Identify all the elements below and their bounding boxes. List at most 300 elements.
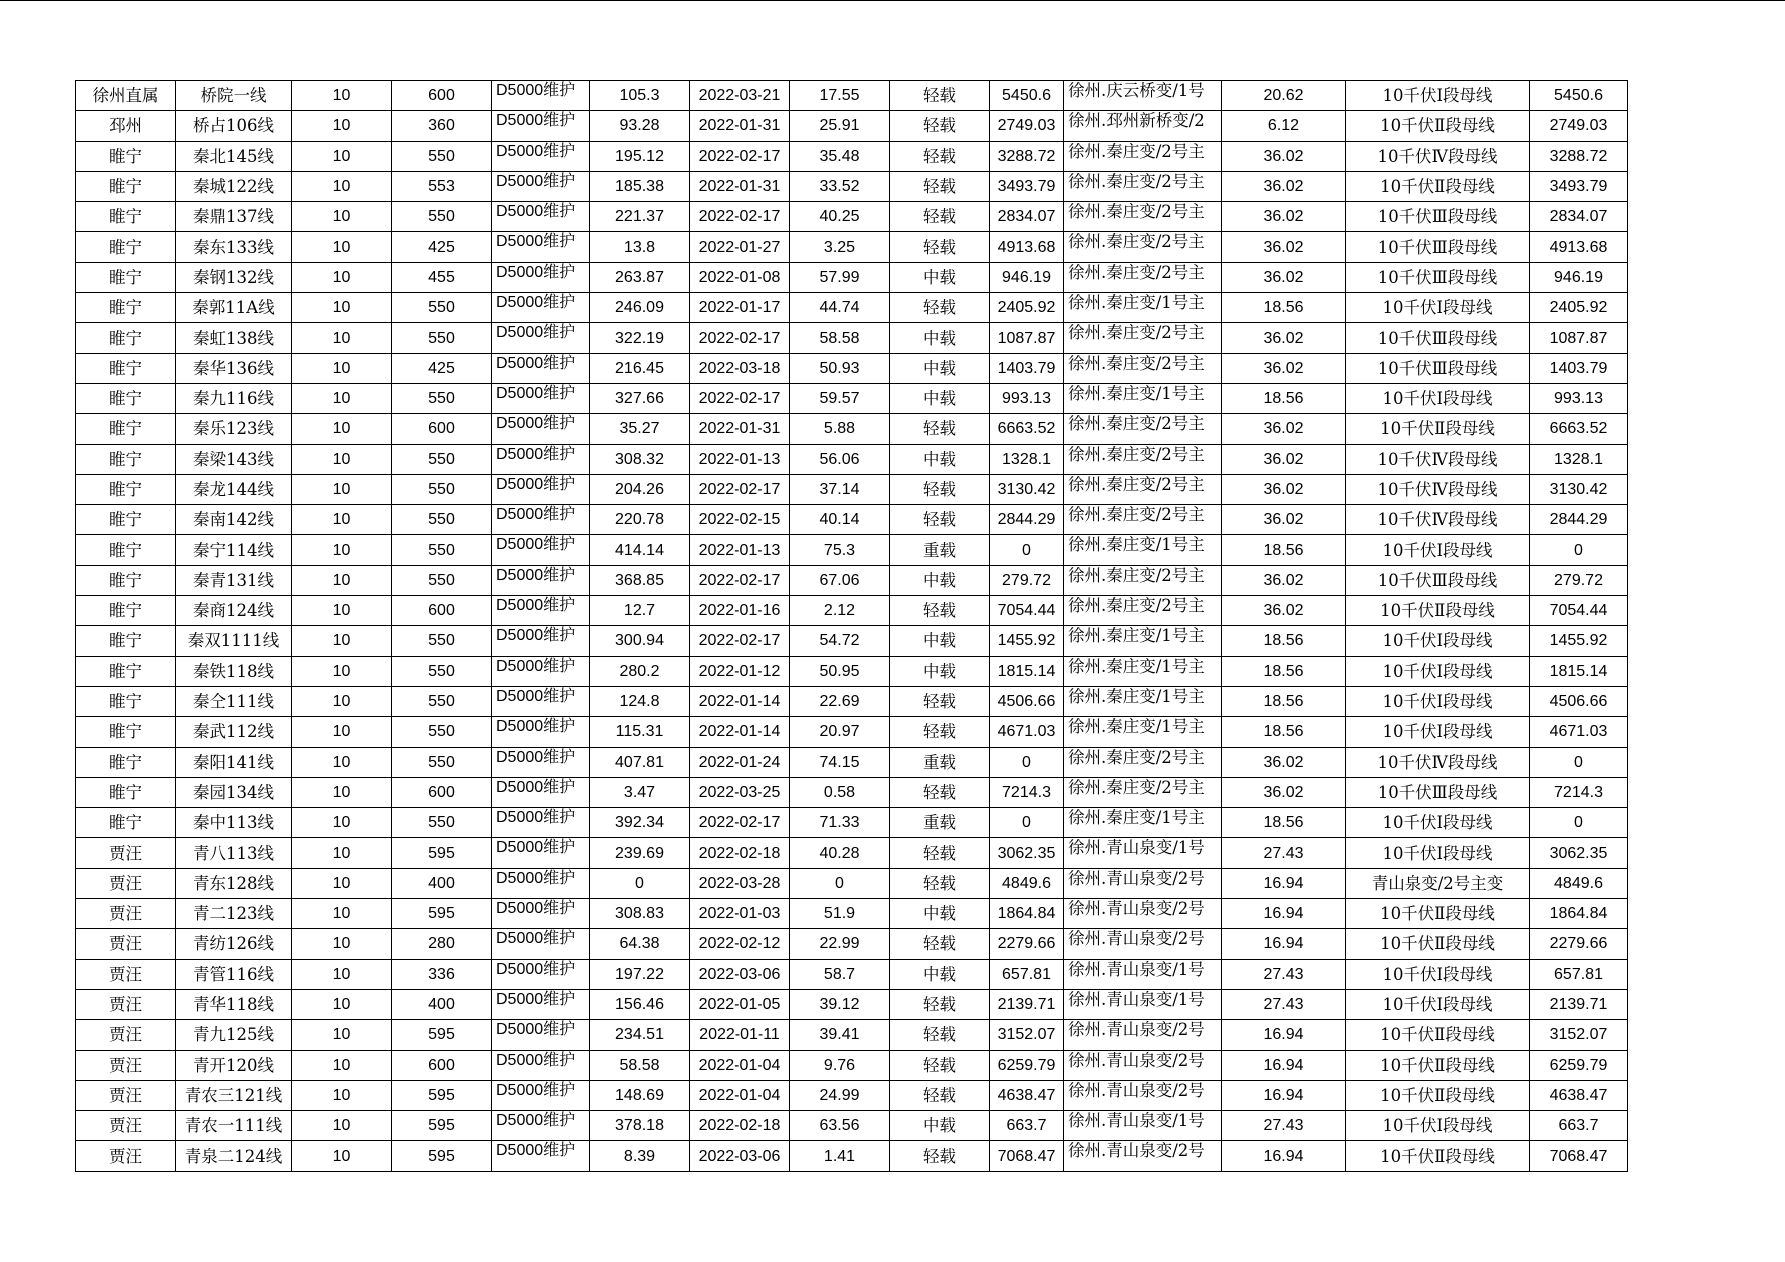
remaining-capacity-cell: 2279.66: [990, 929, 1064, 959]
region-cell: 睢宁: [76, 474, 176, 504]
table-row: [76, 293, 1628, 323]
line-name-cell: 秦郭11A线: [176, 293, 292, 323]
available-capacity-cell: 1815.14: [1530, 656, 1628, 686]
bus-section-cell: 10千伏Ⅲ段母线: [1346, 565, 1530, 595]
load-current-cell: 204.26: [590, 474, 690, 504]
transformer-rate-cell: 20.62: [1222, 81, 1346, 111]
load-current-cell: 3.47: [590, 777, 690, 807]
load-rate-cell: 9.76: [790, 1050, 890, 1080]
bus-section-cell: 10千伏Ⅲ段母线: [1346, 232, 1530, 262]
substation-cell: 徐州.庆云桥变/1号: [1064, 81, 1222, 111]
load-rate-cell: 71.33: [790, 808, 890, 838]
available-capacity-cell: 3152.07: [1530, 1020, 1628, 1050]
date-cell: 2022-01-12: [690, 656, 790, 686]
substation-cell: 徐州.青山泉变/2号: [1064, 1080, 1222, 1110]
load-rate-cell: 40.28: [790, 838, 890, 868]
date-cell: 2022-01-27: [690, 232, 790, 262]
date-cell: 2022-03-21: [690, 81, 790, 111]
date-cell: 2022-02-18: [690, 1111, 790, 1141]
rated-capacity-cell: 600: [392, 596, 492, 626]
load-level-cell: 轻载: [890, 1020, 990, 1050]
bus-section-cell: 10千伏Ⅲ段母线: [1346, 777, 1530, 807]
table-row: [76, 747, 1628, 777]
rated-capacity-cell: 280: [392, 929, 492, 959]
remaining-capacity-cell: 2749.03: [990, 111, 1064, 141]
transformer-rate-cell: 36.02: [1222, 777, 1346, 807]
remaining-capacity-cell: 4913.68: [990, 232, 1064, 262]
bus-section-cell: 10千伏Ⅰ段母线: [1346, 383, 1530, 413]
remaining-capacity-cell: 4638.47: [990, 1080, 1064, 1110]
available-capacity-cell: 2405.92: [1530, 293, 1628, 323]
transformer-rate-cell: 16.94: [1222, 899, 1346, 929]
voltage-cell: 10: [292, 535, 392, 565]
voltage-cell: 10: [292, 353, 392, 383]
load-rate-cell: 54.72: [790, 626, 890, 656]
voltage-cell: 10: [292, 596, 392, 626]
available-capacity-cell: 5450.6: [1530, 81, 1628, 111]
remaining-capacity-cell: 7068.47: [990, 1141, 1064, 1171]
table-row: [76, 474, 1628, 504]
load-current-cell: 414.14: [590, 535, 690, 565]
rated-capacity-cell: 550: [392, 474, 492, 504]
substation-cell: 徐州.秦庄变/2号主: [1064, 414, 1222, 444]
line-name-cell: 秦九116线: [176, 383, 292, 413]
voltage-cell: 10: [292, 262, 392, 292]
date-cell: 2022-01-14: [690, 717, 790, 747]
transformer-rate-cell: 36.02: [1222, 565, 1346, 595]
line-name-cell: 青泉二124线: [176, 1141, 292, 1171]
bus-section-cell: 10千伏Ⅳ段母线: [1346, 747, 1530, 777]
load-current-cell: 239.69: [590, 838, 690, 868]
remaining-capacity-cell: 663.7: [990, 1111, 1064, 1141]
remaining-capacity-cell: 657.81: [990, 959, 1064, 989]
rated-capacity-cell: 550: [392, 656, 492, 686]
data-source-cell: D5000维护: [492, 444, 590, 474]
date-cell: 2022-02-15: [690, 505, 790, 535]
transformer-rate-cell: 18.56: [1222, 656, 1346, 686]
data-source-cell: D5000维护: [492, 474, 590, 504]
rated-capacity-cell: 600: [392, 777, 492, 807]
remaining-capacity-cell: 1328.1: [990, 444, 1064, 474]
transformer-rate-cell: 36.02: [1222, 171, 1346, 201]
region-cell: 贾汪: [76, 1080, 176, 1110]
table-row: [76, 808, 1628, 838]
transformer-rate-cell: 36.02: [1222, 141, 1346, 171]
voltage-cell: 10: [292, 929, 392, 959]
available-capacity-cell: 7214.3: [1530, 777, 1628, 807]
remaining-capacity-cell: 0: [990, 535, 1064, 565]
load-rate-cell: 67.06: [790, 565, 890, 595]
voltage-cell: 10: [292, 1050, 392, 1080]
load-current-cell: 300.94: [590, 626, 690, 656]
available-capacity-cell: 1328.1: [1530, 444, 1628, 474]
load-rate-cell: 37.14: [790, 474, 890, 504]
data-source-cell: D5000维护: [492, 111, 590, 141]
region-cell: 睢宁: [76, 444, 176, 474]
available-capacity-cell: 0: [1530, 535, 1628, 565]
data-source-cell: D5000维护: [492, 1050, 590, 1080]
bus-section-cell: 10千伏Ⅲ段母线: [1346, 202, 1530, 232]
load-level-cell: 轻载: [890, 505, 990, 535]
remaining-capacity-cell: 7054.44: [990, 596, 1064, 626]
load-rate-cell: 50.95: [790, 656, 890, 686]
region-cell: 徐州直属: [76, 81, 176, 111]
load-rate-cell: 2.12: [790, 596, 890, 626]
line-name-cell: 秦钢132线: [176, 262, 292, 292]
load-current-cell: 195.12: [590, 141, 690, 171]
rated-capacity-cell: 550: [392, 202, 492, 232]
load-rate-cell: 39.41: [790, 1020, 890, 1050]
rated-capacity-cell: 553: [392, 171, 492, 201]
date-cell: 2022-01-17: [690, 293, 790, 323]
date-cell: 2022-01-04: [690, 1050, 790, 1080]
available-capacity-cell: 2834.07: [1530, 202, 1628, 232]
bus-section-cell: 10千伏Ⅰ段母线: [1346, 838, 1530, 868]
line-name-cell: 青纺126线: [176, 929, 292, 959]
table-row: [76, 81, 1628, 111]
load-rate-cell: 40.25: [790, 202, 890, 232]
substation-cell: 徐州.秦庄变/2号主: [1064, 777, 1222, 807]
remaining-capacity-cell: 1087.87: [990, 323, 1064, 353]
transformer-rate-cell: 36.02: [1222, 414, 1346, 444]
voltage-cell: 10: [292, 777, 392, 807]
bus-section-cell: 10千伏Ⅱ段母线: [1346, 1141, 1530, 1171]
substation-cell: 徐州.秦庄变/2号主: [1064, 444, 1222, 474]
region-cell: 睢宁: [76, 323, 176, 353]
transformer-rate-cell: 18.56: [1222, 626, 1346, 656]
substation-cell: 徐州.秦庄变/2号主: [1064, 323, 1222, 353]
load-current-cell: 12.7: [590, 596, 690, 626]
rated-capacity-cell: 550: [392, 808, 492, 838]
line-name-cell: 青东128线: [176, 868, 292, 898]
transformer-rate-cell: 16.94: [1222, 1050, 1346, 1080]
bus-section-cell: 10千伏Ⅱ段母线: [1346, 596, 1530, 626]
region-cell: 贾汪: [76, 1020, 176, 1050]
load-level-cell: 轻载: [890, 929, 990, 959]
region-cell: 贾汪: [76, 1111, 176, 1141]
date-cell: 2022-01-03: [690, 899, 790, 929]
bus-section-cell: 10千伏Ⅳ段母线: [1346, 474, 1530, 504]
data-source-cell: D5000维护: [492, 141, 590, 171]
available-capacity-cell: 3130.42: [1530, 474, 1628, 504]
line-name-cell: 秦阳141线: [176, 747, 292, 777]
line-name-cell: 秦铁118线: [176, 656, 292, 686]
load-current-cell: 105.3: [590, 81, 690, 111]
rated-capacity-cell: 400: [392, 989, 492, 1019]
line-name-cell: 青农一111线: [176, 1111, 292, 1141]
data-source-cell: D5000维护: [492, 171, 590, 201]
load-current-cell: 35.27: [590, 414, 690, 444]
available-capacity-cell: 1403.79: [1530, 353, 1628, 383]
load-current-cell: 216.45: [590, 353, 690, 383]
date-cell: 2022-03-28: [690, 868, 790, 898]
remaining-capacity-cell: 0: [990, 747, 1064, 777]
available-capacity-cell: 4638.47: [1530, 1080, 1628, 1110]
transformer-rate-cell: 18.56: [1222, 808, 1346, 838]
load-level-cell: 中载: [890, 444, 990, 474]
table-row: [76, 1141, 1628, 1171]
rated-capacity-cell: 595: [392, 1141, 492, 1171]
date-cell: 2022-01-04: [690, 1080, 790, 1110]
load-level-cell: 中载: [890, 656, 990, 686]
region-cell: 睢宁: [76, 535, 176, 565]
remaining-capacity-cell: 2139.71: [990, 989, 1064, 1019]
load-rate-cell: 75.3: [790, 535, 890, 565]
load-level-cell: 重载: [890, 747, 990, 777]
data-source-cell: D5000维护: [492, 202, 590, 232]
bus-section-cell: 10千伏Ⅰ段母线: [1346, 656, 1530, 686]
substation-cell: 徐州.秦庄变/2号主: [1064, 747, 1222, 777]
transformer-rate-cell: 18.56: [1222, 717, 1346, 747]
table-row: [76, 596, 1628, 626]
available-capacity-cell: 1087.87: [1530, 323, 1628, 353]
region-cell: 睢宁: [76, 717, 176, 747]
transformer-rate-cell: 36.02: [1222, 747, 1346, 777]
data-source-cell: D5000维护: [492, 959, 590, 989]
voltage-cell: 10: [292, 444, 392, 474]
available-capacity-cell: 6663.52: [1530, 414, 1628, 444]
available-capacity-cell: 1455.92: [1530, 626, 1628, 656]
rated-capacity-cell: 425: [392, 353, 492, 383]
load-level-cell: 轻载: [890, 989, 990, 1019]
line-name-cell: 青二123线: [176, 899, 292, 929]
remaining-capacity-cell: 1864.84: [990, 899, 1064, 929]
substation-cell: 徐州.秦庄变/1号主: [1064, 686, 1222, 716]
rated-capacity-cell: 550: [392, 323, 492, 353]
load-current-cell: 308.32: [590, 444, 690, 474]
date-cell: 2022-01-13: [690, 535, 790, 565]
substation-cell: 徐州.青山泉变/1号: [1064, 838, 1222, 868]
table-row: [76, 111, 1628, 141]
line-name-cell: 秦双1111线: [176, 626, 292, 656]
remaining-capacity-cell: 3062.35: [990, 838, 1064, 868]
line-name-cell: 秦乐123线: [176, 414, 292, 444]
load-rate-cell: 24.99: [790, 1080, 890, 1110]
load-rate-cell: 57.99: [790, 262, 890, 292]
region-cell: 贾汪: [76, 989, 176, 1019]
substation-cell: 徐州.秦庄变/2号主: [1064, 202, 1222, 232]
data-source-cell: D5000维护: [492, 596, 590, 626]
region-cell: 睢宁: [76, 353, 176, 383]
rated-capacity-cell: 455: [392, 262, 492, 292]
date-cell: 2022-02-12: [690, 929, 790, 959]
load-current-cell: 93.28: [590, 111, 690, 141]
transformer-rate-cell: 27.43: [1222, 838, 1346, 868]
substation-cell: 徐州.秦庄变/2号主: [1064, 232, 1222, 262]
voltage-cell: 10: [292, 232, 392, 262]
load-level-cell: 轻载: [890, 81, 990, 111]
bus-section-cell: 10千伏Ⅱ段母线: [1346, 414, 1530, 444]
top-border-line: [0, 0, 1785, 1]
substation-cell: 徐州.青山泉变/2号: [1064, 1141, 1222, 1171]
substation-cell: 徐州.青山泉变/2号: [1064, 1050, 1222, 1080]
load-level-cell: 轻载: [890, 202, 990, 232]
rated-capacity-cell: 550: [392, 444, 492, 474]
line-name-cell: 青管116线: [176, 959, 292, 989]
region-cell: 睢宁: [76, 414, 176, 444]
transformer-rate-cell: 36.02: [1222, 323, 1346, 353]
date-cell: 2022-03-25: [690, 777, 790, 807]
line-name-cell: 秦龙144线: [176, 474, 292, 504]
load-level-cell: 中载: [890, 353, 990, 383]
bus-section-cell: 10千伏Ⅳ段母线: [1346, 141, 1530, 171]
available-capacity-cell: 3288.72: [1530, 141, 1628, 171]
transformer-rate-cell: 36.02: [1222, 596, 1346, 626]
substation-cell: 徐州.秦庄变/1号主: [1064, 383, 1222, 413]
load-current-cell: 58.58: [590, 1050, 690, 1080]
load-level-cell: 轻载: [890, 596, 990, 626]
substation-cell: 徐州.青山泉变/1号: [1064, 959, 1222, 989]
load-level-cell: 轻载: [890, 232, 990, 262]
load-rate-cell: 63.56: [790, 1111, 890, 1141]
substation-cell: 徐州.青山泉变/2号: [1064, 868, 1222, 898]
transformer-rate-cell: 16.94: [1222, 868, 1346, 898]
bus-section-cell: 10千伏Ⅱ段母线: [1346, 899, 1530, 929]
load-level-cell: 轻载: [890, 777, 990, 807]
available-capacity-cell: 993.13: [1530, 383, 1628, 413]
table-row: [76, 1111, 1628, 1141]
rated-capacity-cell: 595: [392, 1080, 492, 1110]
available-capacity-cell: 2279.66: [1530, 929, 1628, 959]
rated-capacity-cell: 600: [392, 81, 492, 111]
available-capacity-cell: 4671.03: [1530, 717, 1628, 747]
load-rate-cell: 0: [790, 868, 890, 898]
substation-cell: 徐州.青山泉变/2号: [1064, 899, 1222, 929]
rated-capacity-cell: 550: [392, 535, 492, 565]
rated-capacity-cell: 550: [392, 626, 492, 656]
load-current-cell: 407.81: [590, 747, 690, 777]
region-cell: 贾汪: [76, 959, 176, 989]
region-cell: 睢宁: [76, 293, 176, 323]
line-name-cell: 秦宁114线: [176, 535, 292, 565]
data-source-cell: D5000维护: [492, 656, 590, 686]
table-row: [76, 989, 1628, 1019]
region-cell: 睢宁: [76, 202, 176, 232]
load-rate-cell: 22.99: [790, 929, 890, 959]
date-cell: 2022-01-11: [690, 1020, 790, 1050]
date-cell: 2022-03-06: [690, 1141, 790, 1171]
line-name-cell: 秦北145线: [176, 141, 292, 171]
date-cell: 2022-01-14: [690, 686, 790, 716]
available-capacity-cell: 7054.44: [1530, 596, 1628, 626]
load-level-cell: 中载: [890, 383, 990, 413]
data-source-cell: D5000维护: [492, 414, 590, 444]
region-cell: 睢宁: [76, 656, 176, 686]
voltage-cell: 10: [292, 959, 392, 989]
substation-cell: 徐州.秦庄变/2号主: [1064, 262, 1222, 292]
transformer-rate-cell: 36.02: [1222, 474, 1346, 504]
load-level-cell: 轻载: [890, 686, 990, 716]
date-cell: 2022-02-17: [690, 565, 790, 595]
voltage-cell: 10: [292, 171, 392, 201]
data-source-cell: D5000维护: [492, 686, 590, 716]
date-cell: 2022-01-13: [690, 444, 790, 474]
remaining-capacity-cell: 2844.29: [990, 505, 1064, 535]
load-current-cell: 197.22: [590, 959, 690, 989]
voltage-cell: 10: [292, 505, 392, 535]
data-source-cell: D5000维护: [492, 929, 590, 959]
voltage-cell: 10: [292, 747, 392, 777]
transformer-rate-cell: 36.02: [1222, 444, 1346, 474]
available-capacity-cell: 0: [1530, 808, 1628, 838]
data-source-cell: D5000维护: [492, 717, 590, 747]
load-level-cell: 轻载: [890, 1141, 990, 1171]
load-level-cell: 中载: [890, 899, 990, 929]
line-name-cell: 青八113线: [176, 838, 292, 868]
voltage-cell: 10: [292, 323, 392, 353]
available-capacity-cell: 7068.47: [1530, 1141, 1628, 1171]
remaining-capacity-cell: 1815.14: [990, 656, 1064, 686]
table-row: [76, 171, 1628, 201]
table-row: [76, 262, 1628, 292]
substation-cell: 徐州.秦庄变/1号主: [1064, 808, 1222, 838]
rated-capacity-cell: 550: [392, 383, 492, 413]
remaining-capacity-cell: 3152.07: [990, 1020, 1064, 1050]
load-current-cell: 0: [590, 868, 690, 898]
remaining-capacity-cell: 279.72: [990, 565, 1064, 595]
bus-section-cell: 10千伏Ⅱ段母线: [1346, 171, 1530, 201]
rated-capacity-cell: 336: [392, 959, 492, 989]
remaining-capacity-cell: 4506.66: [990, 686, 1064, 716]
substation-cell: 徐州.青山泉变/2号: [1064, 1020, 1222, 1050]
region-cell: 贾汪: [76, 899, 176, 929]
load-rate-cell: 58.7: [790, 959, 890, 989]
bus-section-cell: 10千伏Ⅳ段母线: [1346, 444, 1530, 474]
load-level-cell: 中载: [890, 262, 990, 292]
load-level-cell: 轻载: [890, 474, 990, 504]
data-source-cell: D5000维护: [492, 535, 590, 565]
load-level-cell: 轻载: [890, 171, 990, 201]
rated-capacity-cell: 550: [392, 565, 492, 595]
table-row: [76, 838, 1628, 868]
data-source-cell: D5000维护: [492, 777, 590, 807]
load-current-cell: 378.18: [590, 1111, 690, 1141]
load-rate-cell: 51.9: [790, 899, 890, 929]
table-row: [76, 899, 1628, 929]
available-capacity-cell: 0: [1530, 747, 1628, 777]
rated-capacity-cell: 550: [392, 505, 492, 535]
load-rate-cell: 33.52: [790, 171, 890, 201]
load-rate-cell: 58.58: [790, 323, 890, 353]
voltage-cell: 10: [292, 656, 392, 686]
substation-cell: 徐州.秦庄变/2号主: [1064, 505, 1222, 535]
load-rate-cell: 20.97: [790, 717, 890, 747]
data-source-cell: D5000维护: [492, 1020, 590, 1050]
date-cell: 2022-01-24: [690, 747, 790, 777]
line-name-cell: 秦城122线: [176, 171, 292, 201]
data-source-cell: D5000维护: [492, 383, 590, 413]
load-rate-cell: 35.48: [790, 141, 890, 171]
bus-section-cell: 10千伏Ⅱ段母线: [1346, 1080, 1530, 1110]
load-current-cell: 368.85: [590, 565, 690, 595]
line-name-cell: 秦园134线: [176, 777, 292, 807]
available-capacity-cell: 657.81: [1530, 959, 1628, 989]
line-name-cell: 秦华136线: [176, 353, 292, 383]
transformer-rate-cell: 6.12: [1222, 111, 1346, 141]
voltage-cell: 10: [292, 868, 392, 898]
available-capacity-cell: 1864.84: [1530, 899, 1628, 929]
data-source-cell: D5000维护: [492, 565, 590, 595]
transformer-rate-cell: 36.02: [1222, 505, 1346, 535]
bus-section-cell: 10千伏Ⅰ段母线: [1346, 293, 1530, 323]
load-level-cell: 中载: [890, 959, 990, 989]
voltage-cell: 10: [292, 989, 392, 1019]
voltage-cell: 10: [292, 565, 392, 595]
load-level-cell: 重载: [890, 808, 990, 838]
line-name-cell: 秦东133线: [176, 232, 292, 262]
load-rate-cell: 0.58: [790, 777, 890, 807]
line-name-cell: 秦梁143线: [176, 444, 292, 474]
